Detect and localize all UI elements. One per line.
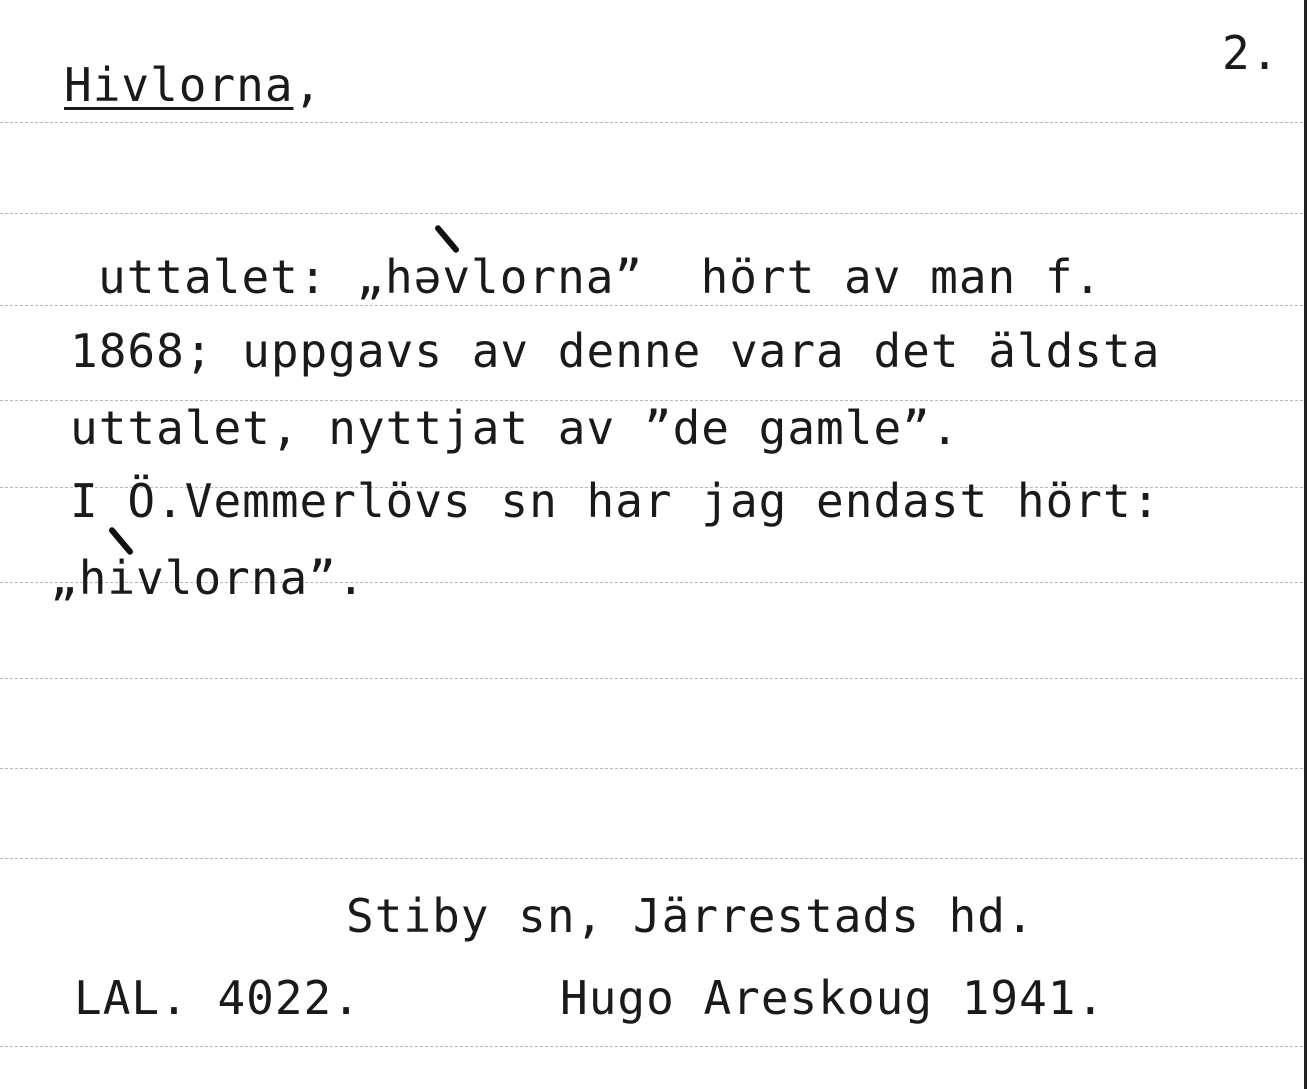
body-line: uttalet: „həvlorna” hört av man f.: [98, 250, 1103, 304]
ruled-line: [0, 768, 1303, 769]
ruled-line: [0, 858, 1303, 859]
page-number: 2.: [1222, 26, 1280, 80]
card-edge: [1304, 0, 1307, 1089]
ruled-line: [0, 122, 1303, 123]
body-line: 1868; uppgavs av denne vara det äldsta: [70, 324, 1161, 378]
archive-id: LAL. 4022.: [74, 971, 361, 1025]
headword-line: [64, 58, 323, 112]
place-line: Stiby sn, Järrestads hd.: [346, 889, 1035, 943]
ruled-line: [0, 678, 1303, 679]
ruled-line: [0, 1046, 1303, 1047]
ruled-line: [0, 305, 1303, 306]
headword: Hivlorna: [64, 58, 294, 112]
body-line: uttalet, nyttjat av ”de gamle”.: [70, 401, 960, 455]
body-line: I Ö.Vemmerlövs sn har jag endast hört:: [70, 474, 1161, 528]
body-line: „hivlorna”.: [50, 551, 366, 605]
author-year: Hugo Areskoug 1941.: [560, 971, 1106, 1025]
headword-punctuation: ,: [293, 58, 323, 112]
ruled-line: [0, 213, 1303, 214]
